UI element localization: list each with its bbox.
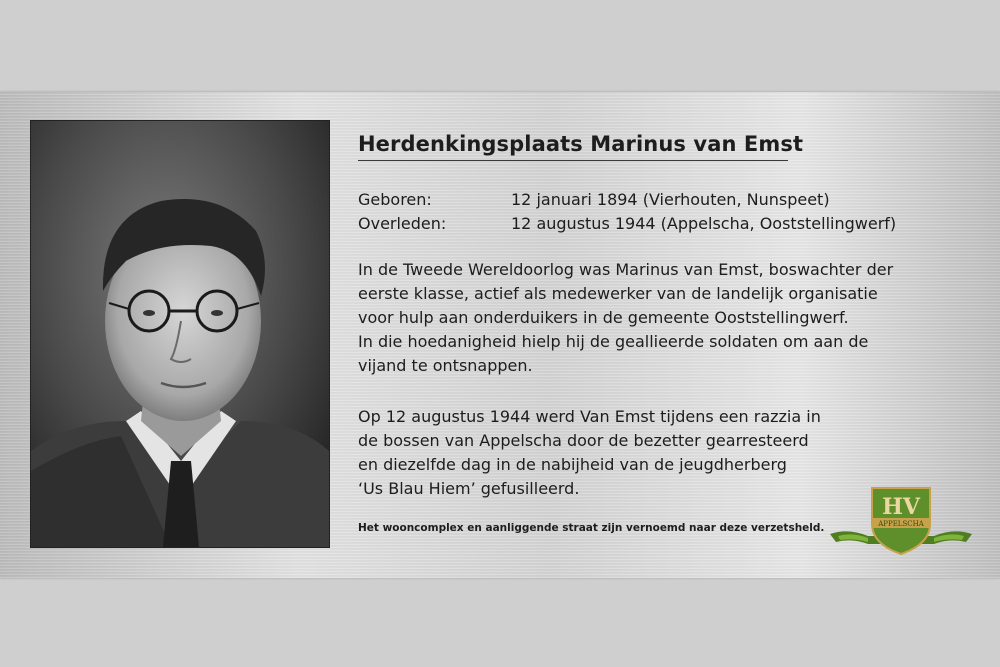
portrait-photo xyxy=(30,120,330,548)
portrait-illustration xyxy=(31,121,329,547)
fact-row-died xyxy=(358,212,896,236)
fact-value: 12 augustus 1944 (Appelscha, Ooststellingwerf) xyxy=(511,214,897,233)
memorial-plaque xyxy=(0,92,1000,578)
paragraph-line: eerste klasse, actief als medewerker van de landelijk organisatie xyxy=(358,284,878,303)
paragraph-line: de bossen van Appelscha door de bezetter gearresteerd xyxy=(358,431,809,450)
page-title: Herdenkingsplaats Marinus van Emst xyxy=(358,132,804,156)
fact-label: Geboren: xyxy=(358,190,432,209)
paragraph-line: ‘Us Blau Hiem’ gefusilleerd. xyxy=(358,479,580,498)
fact-label: Overleden: xyxy=(358,214,447,233)
paragraph-line: Op 12 augustus 1944 werd Van Emst tijdens een razzia in xyxy=(358,407,821,426)
paragraph-biography xyxy=(358,258,958,378)
paragraph-line: vijand te ontsnappen. xyxy=(358,356,533,375)
paragraph-line: In de Tweede Wereldoorlog was Marinus van Emst, boswachter der xyxy=(358,260,894,279)
logo-letters: HV xyxy=(882,494,920,520)
title-divider xyxy=(358,160,788,161)
paragraph-line: en diezelfde dag in de nabijheid van de jeugdherberg xyxy=(358,455,787,474)
paragraph-line: In die hoedanigheid hielp hij de geallieerde soldaten om aan de xyxy=(358,332,869,351)
footnote: Het wooncomplex en aanliggende straat zijn vernoemd naar deze verzetsheld. xyxy=(358,522,825,534)
paragraph-line: voor hulp aan onderduikers in de gemeente Ooststellingwerf. xyxy=(358,308,849,327)
fact-value: 12 januari 1894 (Vierhouten, Nunspeet) xyxy=(511,190,830,209)
shield-logo-icon xyxy=(828,484,974,556)
fact-row-born xyxy=(358,188,896,212)
hv-logo xyxy=(828,484,974,556)
fact-list xyxy=(358,188,896,236)
logo-text: APPELSCHA xyxy=(878,520,924,528)
